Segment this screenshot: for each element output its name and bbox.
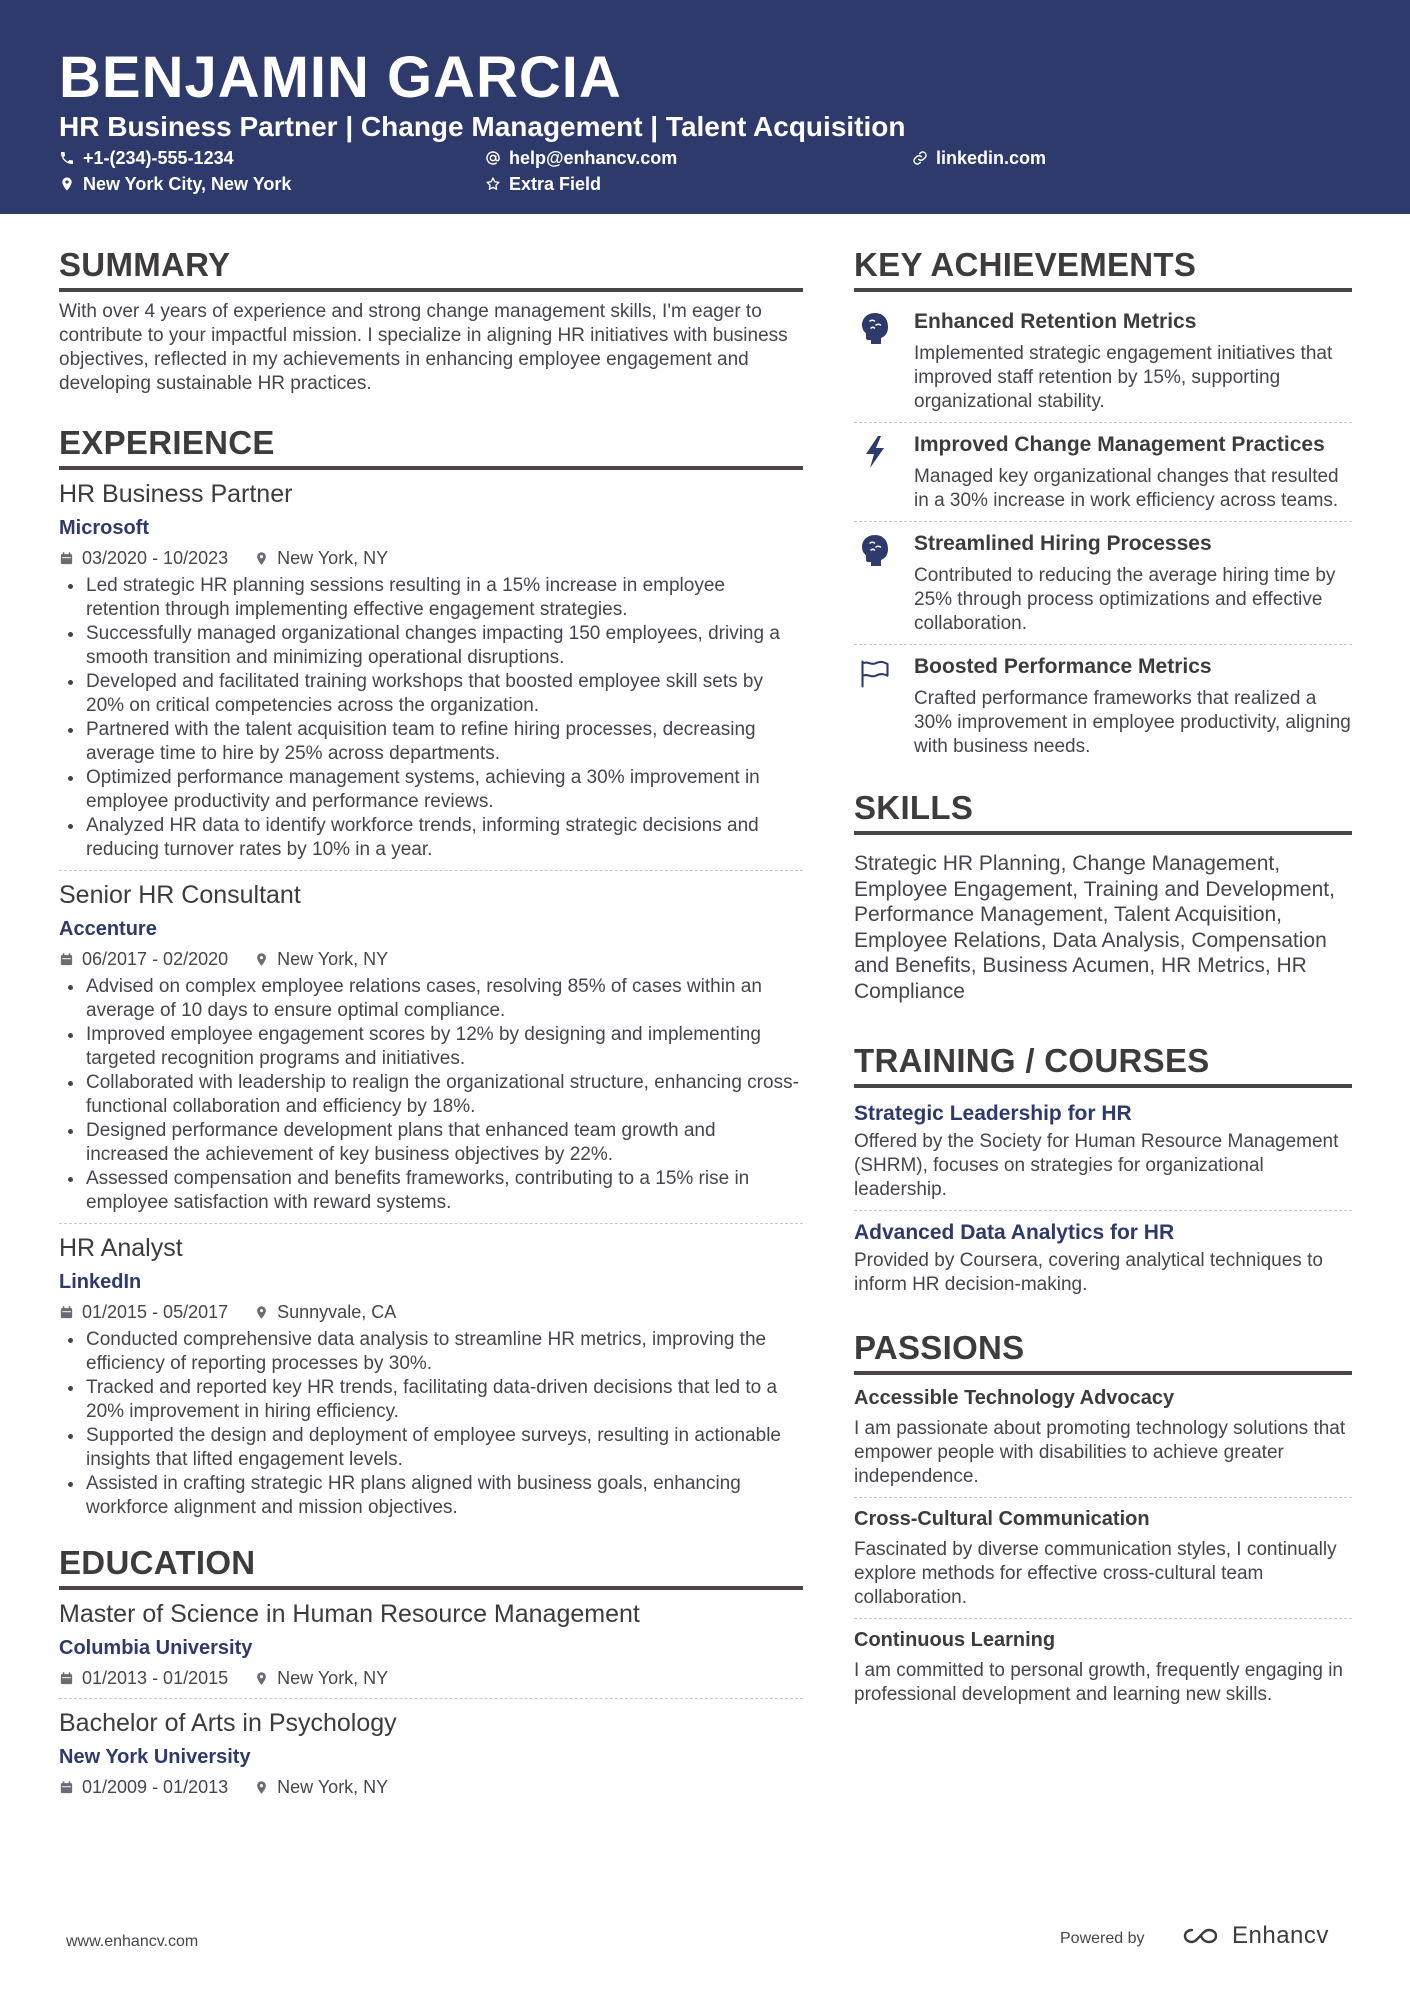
achievements-section (854, 244, 1352, 767)
bullet-item: Analyzed HR data to identify workforce trends, informing strategic decisions and reducing turnover rates by 10% in a year. (59, 814, 803, 862)
left-column (59, 244, 803, 1807)
contact-extra (485, 172, 601, 196)
passion-text: I am committed to personal growth, frequently engaging in professional development and learning new skills. (854, 1660, 1343, 1705)
education-entry (59, 1698, 803, 1807)
achievement-title: Streamlined Hiring Processes (914, 532, 1212, 555)
training-section (854, 1040, 1352, 1305)
achievement-title: Improved Change Management Practices (914, 433, 1325, 456)
school-name: Columbia University (59, 1637, 253, 1659)
email-text: help@enhancv.com (509, 148, 678, 168)
course-entry (854, 1096, 1352, 1210)
achievement-title: Enhanced Retention Metrics (914, 310, 1197, 333)
job-dates-text: 06/2017 - 02/2020 (82, 949, 229, 969)
bullet-item: Tracked and reported key HR trends, facilitating data-driven decisions that led to a 20% improvement in hiring efficiency. (59, 1376, 803, 1424)
section-divider (59, 288, 803, 292)
job-dates (59, 1300, 228, 1324)
education-location (254, 1775, 388, 1799)
achievement-icon-wrap (854, 431, 914, 513)
resume-header (0, 0, 1410, 214)
job-meta (59, 947, 803, 971)
job-location-text: New York, NY (277, 548, 389, 568)
education-section (59, 1542, 803, 1807)
location-pin-icon (254, 1780, 269, 1795)
job-title: HR Business Partner (59, 480, 293, 508)
achievement-item (854, 521, 1352, 644)
location-pin-icon (254, 952, 269, 967)
course-title: Strategic Leadership for HR (854, 1102, 1132, 1125)
passion-title: Accessible Technology Advocacy (854, 1387, 1175, 1409)
education-dates (59, 1775, 228, 1799)
star-icon (485, 176, 501, 192)
linkedin-text: linkedin.com (936, 148, 1047, 168)
job-entry (59, 1223, 803, 1528)
job-company: LinkedIn (59, 1271, 142, 1293)
job-dates (59, 546, 228, 570)
achievement-text: Contributed to reducing the average hiring time by 25% through process optimizations and effective collaboration. (914, 565, 1336, 634)
job-bullets (59, 1328, 803, 1520)
bullet-item: Partnered with the talent acquisition team to refine hiring processes, decreasing average time to hire by 25% across departments. (59, 718, 803, 766)
passions-title: PASSIONS (854, 1329, 1025, 1366)
section-divider (854, 288, 1352, 292)
bullet-item: Successfully managed organizational changes impacting 150 employees, driving a smooth transition and minimizing operational disruptions. (59, 622, 803, 670)
contact-phone[interactable] (59, 146, 234, 170)
education-entry (59, 1598, 803, 1698)
job-location (254, 947, 388, 971)
course-text: Offered by the Society for Human Resource Management (SHRM), focuses on strategies for organizational leadership. (854, 1131, 1339, 1200)
job-title: HR Analyst (59, 1234, 183, 1262)
job-bullets (59, 574, 803, 862)
education-location-text: New York, NY (277, 1777, 389, 1797)
section-divider (854, 1371, 1352, 1375)
achievement-body (914, 431, 1352, 513)
education-dates (59, 1666, 228, 1690)
at-icon (485, 150, 501, 166)
passion-entry (854, 1618, 1352, 1715)
contact-location (59, 172, 291, 196)
calendar-icon (59, 1305, 74, 1320)
passion-entry (854, 1383, 1352, 1497)
bullet-item: Collaborated with leadership to realign the organizational structure, enhancing cross-functional collaboration and efficiency by 18%. (59, 1071, 803, 1119)
education-dates-text: 01/2013 - 01/2015 (82, 1668, 229, 1688)
bullet-item: Optimized performance management systems, achieving a 30% improvement in employee productivity and performance reviews. (59, 766, 803, 814)
job-location-text: Sunnyvale, CA (277, 1302, 397, 1322)
degree-title: Master of Science in Human Resource Management (59, 1600, 640, 1628)
achievement-icon-wrap (854, 530, 914, 636)
location-pin-icon (254, 1671, 269, 1686)
job-dates (59, 947, 228, 971)
education-meta (59, 1775, 803, 1799)
footer-url[interactable]: www.enhancv.com (66, 1933, 199, 1950)
section-divider (59, 466, 803, 470)
achievement-body (914, 653, 1352, 759)
skills-title: SKILLS (854, 789, 974, 826)
passions-section (854, 1327, 1352, 1715)
bullet-item: Designed performance development plans that enhanced team growth and increased the achievement of key business objectives by 22%. (59, 1119, 803, 1167)
job-entry (59, 870, 803, 1223)
footer-powered-by: Powered by (1060, 1930, 1145, 1947)
lightning-icon (860, 435, 890, 469)
job-location (254, 546, 388, 570)
experience-section (59, 422, 803, 1528)
section-divider (59, 1586, 803, 1590)
passion-title: Continuous Learning (854, 1629, 1056, 1651)
bullet-item: Led strategic HR planning sessions resulting in a 15% increase in employee retention through implementing effective engagement strategies. (59, 574, 803, 622)
bullet-item: Developed and facilitated training workshops that boosted employee skill sets by 20% on critical competencies across the organization. (59, 670, 803, 718)
achievement-item (854, 422, 1352, 521)
location-pin-icon (59, 176, 75, 192)
education-meta (59, 1666, 803, 1690)
bullet-item: Conducted comprehensive data analysis to streamline HR metrics, improving the efficiency of reporting processes by 30%. (59, 1328, 803, 1376)
contact-linkedin[interactable] (912, 146, 1046, 170)
skills-text: Strategic HR Planning, Change Management, Employee Engagement, Training and Development, Performance Management, Talent Acquisition, Employee Relations, Data Analysis, Compensation and Benefits, Business Acumen, HR Metrics, HR Compliance (854, 852, 1335, 1003)
summary-section (59, 244, 803, 396)
job-company: Accenture (59, 918, 157, 940)
calendar-icon (59, 1671, 74, 1686)
passion-text: I am passionate about promoting technology solutions that empower people with disabilities to achieve greater independence. (854, 1418, 1346, 1487)
calendar-icon (59, 1780, 74, 1795)
enhancv-logo[interactable] (1180, 1922, 1329, 1950)
education-dates-text: 01/2009 - 01/2013 (82, 1777, 229, 1797)
job-entry (59, 478, 803, 870)
job-company: Microsoft (59, 517, 149, 539)
job-location-text: New York, NY (277, 949, 389, 969)
achievement-icon-wrap (854, 308, 914, 414)
bullet-item: Advised on complex employee relations cases, resolving 85% of cases within an average of 10 days to ensure optimal compliance. (59, 975, 803, 1023)
link-icon (912, 150, 928, 166)
achievement-body (914, 530, 1352, 636)
flag-icon (860, 657, 890, 691)
achievement-text: Crafted performance frameworks that realized a 30% improvement in employee productivity, aligning with business needs. (914, 688, 1351, 757)
course-text: Provided by Coursera, covering analytical techniques to inform HR decision-making. (854, 1250, 1323, 1295)
contact-email[interactable] (485, 146, 677, 170)
infinity-logo-icon (1180, 1924, 1226, 1948)
school-name: New York University (59, 1746, 251, 1768)
bullet-item: Assisted in crafting strategic HR plans aligned with business goals, enhancing workforce alignment and mission objectives. (59, 1472, 803, 1520)
calendar-icon (59, 551, 74, 566)
bullet-item: Improved employee engagement scores by 12% by designing and implementing targeted recognition programs and initiatives. (59, 1023, 803, 1071)
section-divider (854, 1084, 1352, 1088)
location-text: New York City, New York (83, 174, 292, 194)
job-dates-text: 01/2015 - 05/2017 (82, 1302, 229, 1322)
passion-text: Fascinated by diverse communication styles, I continually explore methods for effective cross-cultural team collaboration. (854, 1539, 1337, 1608)
course-title: Advanced Data Analytics for HR (854, 1221, 1175, 1244)
calendar-icon (59, 952, 74, 967)
experience-title: EXPERIENCE (59, 424, 275, 461)
brain-icon (860, 312, 890, 346)
achievement-text: Managed key organizational changes that resulted in a 30% increase in work efficiency across teams. (914, 466, 1339, 511)
footer-brand: Enhancv (1232, 1922, 1329, 1949)
passion-entry (854, 1497, 1352, 1618)
bullet-item: Supported the design and deployment of employee surveys, resulting in actionable insights that lifted engagement levels. (59, 1424, 803, 1472)
right-column (854, 244, 1352, 1715)
degree-title: Bachelor of Arts in Psychology (59, 1709, 397, 1737)
job-meta (59, 1300, 803, 1324)
achievement-body (914, 308, 1352, 414)
job-meta (59, 546, 803, 570)
education-location-text: New York, NY (277, 1668, 389, 1688)
summary-text: With over 4 years of experience and strong change management skills, I'm eager to contribute to your impactful mission. I specialize in aligning HR initiatives with business objectives, reflected in my achievements in enhancing employee engagement and developing sustainable HR practices. (59, 301, 788, 394)
phone-text: +1-(234)-555-1234 (83, 148, 234, 168)
passion-title: Cross-Cultural Communication (854, 1508, 1150, 1530)
section-divider (854, 831, 1352, 835)
skills-section (854, 787, 1352, 1004)
extra-text: Extra Field (509, 174, 602, 194)
job-bullets (59, 975, 803, 1215)
achievement-item (854, 644, 1352, 767)
candidate-name: BENJAMIN GARCIA (59, 45, 622, 110)
achievement-title: Boosted Performance Metrics (914, 655, 1212, 678)
achievement-item (854, 300, 1352, 422)
job-dates-text: 03/2020 - 10/2023 (82, 548, 229, 568)
achievement-icon-wrap (854, 653, 914, 759)
training-title: TRAINING / COURSES (854, 1042, 1210, 1079)
achievements-title: KEY ACHIEVEMENTS (854, 246, 1197, 283)
summary-title: SUMMARY (59, 246, 231, 283)
phone-icon (59, 150, 75, 166)
course-entry (854, 1210, 1352, 1305)
brain-icon (860, 534, 890, 568)
education-location (254, 1666, 388, 1690)
job-location (254, 1300, 396, 1324)
candidate-headline: HR Business Partner | Change Management | Talent Acquisition (59, 111, 906, 142)
achievement-text: Implemented strategic engagement initiatives that improved staff retention by 15%, supporting organizational stability. (914, 343, 1333, 412)
education-title: EDUCATION (59, 1544, 256, 1581)
bullet-item: Assessed compensation and benefits frameworks, contributing to a 15% rise in employee satisfaction with reward systems. (59, 1167, 803, 1215)
job-title: Senior HR Consultant (59, 881, 301, 909)
location-pin-icon (254, 551, 269, 566)
location-pin-icon (254, 1305, 269, 1320)
